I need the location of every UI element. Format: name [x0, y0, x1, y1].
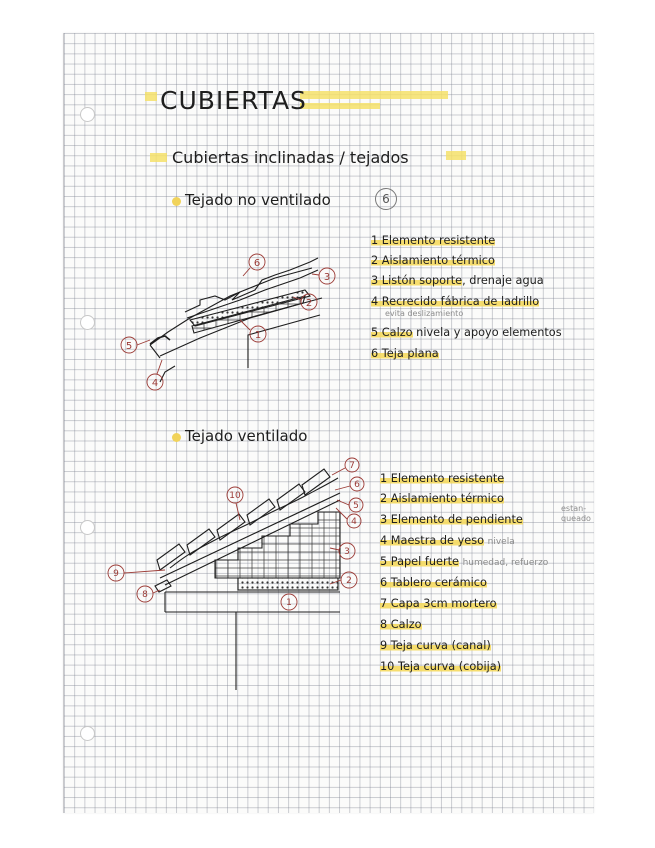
legend-item: 3 Elemento de pendiente	[380, 513, 523, 526]
svg-text:1: 1	[286, 598, 292, 608]
legend-item: 1 Elemento resistente	[380, 472, 505, 485]
side-note: queado	[561, 514, 591, 523]
svg-text:5: 5	[353, 501, 359, 511]
svg-text:2: 2	[346, 576, 352, 586]
svg-text:4: 4	[151, 378, 159, 389]
page-badge: 6	[375, 188, 397, 210]
legend-item: 5 Papel fuerte humedad, refuerzo	[380, 555, 549, 568]
svg-text:3: 3	[344, 547, 350, 557]
legend-subnote: evita deslizamiento	[385, 309, 464, 318]
legend-item: 2 Aislamiento térmico	[371, 254, 495, 267]
svg-text:5: 5	[125, 341, 133, 352]
svg-text:9: 9	[113, 569, 119, 579]
svg-text:6: 6	[253, 258, 261, 269]
legend-item: 7 Capa 3cm mortero	[380, 597, 497, 610]
side-note: estan-	[561, 504, 587, 513]
svg-text:7: 7	[349, 461, 355, 471]
legend-item: 2 Aislamiento térmico	[380, 492, 504, 505]
legend-item: 9 Teja curva (canal)	[380, 639, 491, 652]
legend-item: 6 Teja plana	[371, 347, 439, 360]
wall-line	[248, 315, 320, 368]
legend-item: 8 Calzo	[380, 618, 422, 631]
subtitle: Cubiertas inclinadas / tejados	[172, 148, 409, 167]
legend-item: 10 Teja curva (cobija)	[380, 660, 502, 673]
svg-text:1: 1	[254, 330, 262, 341]
diagram-ventilado	[155, 469, 340, 690]
svg-text:3: 3	[323, 272, 331, 283]
svg-text:8: 8	[142, 590, 148, 600]
svg-text:4: 4	[351, 517, 357, 527]
legend-item: 1 Elemento resistente	[371, 234, 496, 247]
page-title: CUBIERTAS	[160, 86, 307, 115]
diagram-no-ventilado	[150, 258, 322, 382]
legend-item: 5 Calzo nivela y apoyo elementos	[371, 326, 562, 339]
svg-text:6: 6	[354, 480, 360, 490]
section-heading-ventilado: Tejado ventilado	[185, 427, 308, 445]
legend-item: 6 Tablero cerámico	[380, 576, 487, 589]
legend-item: 3 Listón soporte, drenaje agua	[371, 274, 544, 287]
insulation-2	[238, 578, 338, 590]
svg-text:2: 2	[305, 298, 313, 309]
svg-text:10: 10	[229, 491, 241, 501]
section-heading-no-ventilado: Tejado no ventilado	[185, 191, 331, 209]
legend-item: 4 Recrecido fábrica de ladrillo	[371, 295, 540, 308]
legend-item: 4 Maestra de yeso nivela	[380, 534, 515, 547]
